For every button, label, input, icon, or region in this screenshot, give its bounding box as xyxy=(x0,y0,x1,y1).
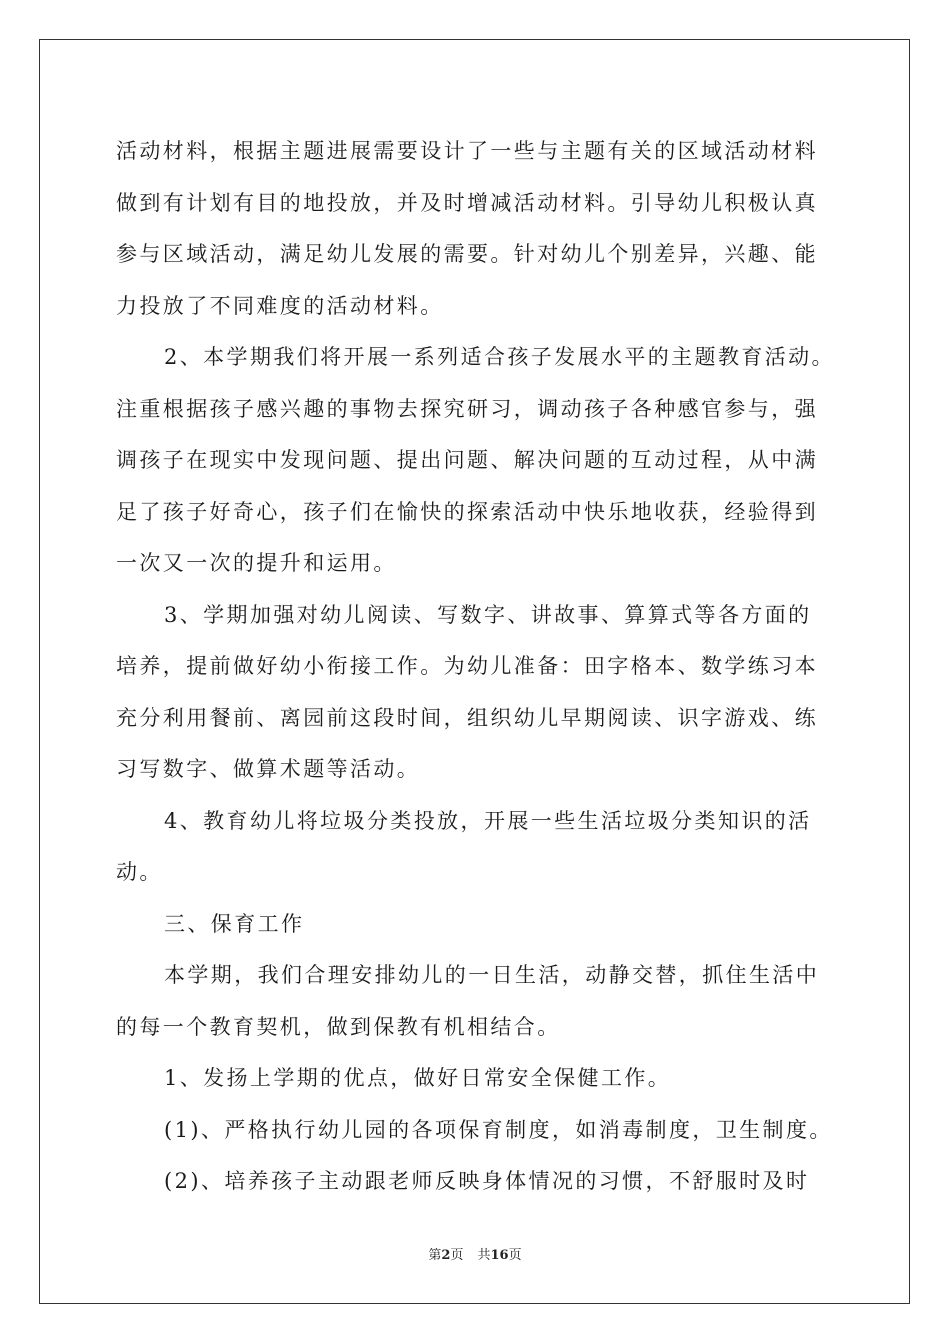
page-prefix: 第 xyxy=(428,1248,442,1263)
document-body xyxy=(116,128,836,1210)
text-line: 充分利用餐前、离园前这段时间，组织幼儿早期阅读、识字游戏、练 xyxy=(116,705,818,730)
paragraph-start-line: 2、本学期我们将开展一系列适合孩子发展水平的主题教育活动。 xyxy=(164,345,835,369)
paragraph-start-line: 3、学期加强对幼儿阅读、写数字、讲故事、算算式等各方面的 xyxy=(164,602,812,627)
paragraph-start-line: (1)、严格执行幼儿园的各项保育制度，如消毒制度，卫生制度。 xyxy=(164,1117,833,1142)
paragraph-start-line: 本学期，我们合理安排幼儿的一日生活，动静交替，抓住生活中 xyxy=(164,963,820,987)
page-suffix: 页 xyxy=(450,1248,464,1263)
total-suffix: 页 xyxy=(508,1248,522,1263)
paragraph-start-line: (2)、培养孩子主动跟老师反映身体情况的习惯，不舒服时及时 xyxy=(164,1169,810,1193)
text-line: 足了孩子好奇心，孩子们在愉快的探索活动中快乐地收获，经验得到 xyxy=(116,499,818,524)
text-line: 一次又一次的提升和运用。 xyxy=(116,551,397,575)
text-line: 注重根据孩子感兴趣的事物去探究研习，调动孩子各种感官参与，强 xyxy=(116,396,818,421)
text-line: 培养，提前做好幼小衔接工作。为幼儿准备：田字格本、数学练习本 xyxy=(116,654,818,678)
paragraph-start-line: 4、教育幼儿将垃圾分类投放，开展一些生活垃圾分类知识的活 xyxy=(164,808,812,833)
section-heading: 三、保育工作 xyxy=(164,911,305,936)
text-line: 参与区域活动，满足幼儿发展的需要。针对幼儿个别差异，兴趣、能 xyxy=(116,242,818,266)
total-pages: 16 xyxy=(490,1248,509,1263)
paragraph-start-line: 1、发扬上学期的优点，做好日常安全保健工作。 xyxy=(164,1066,672,1090)
page-number: 2 xyxy=(441,1248,451,1263)
text-line: 力投放了不同难度的活动材料。 xyxy=(116,293,444,318)
text-line: 的每一个教育契机，做到保教有机相结合。 xyxy=(116,1014,561,1039)
total-prefix: 共 xyxy=(477,1248,491,1263)
text-line: 动。 xyxy=(116,860,163,884)
text-line: 习写数字、做算术题等活动。 xyxy=(116,757,421,781)
page-footer xyxy=(0,1244,950,1263)
text-line: 调孩子在现实中发现问题、提出问题、解决问题的互动过程，从中满 xyxy=(116,448,818,472)
text-line: 做到有计划有目的地投放，并及时增减活动材料。引导幼儿积极认真 xyxy=(116,190,818,215)
text-line: 活动材料，根据主题进展需要设计了一些与主题有关的区域活动材料 xyxy=(116,139,818,163)
